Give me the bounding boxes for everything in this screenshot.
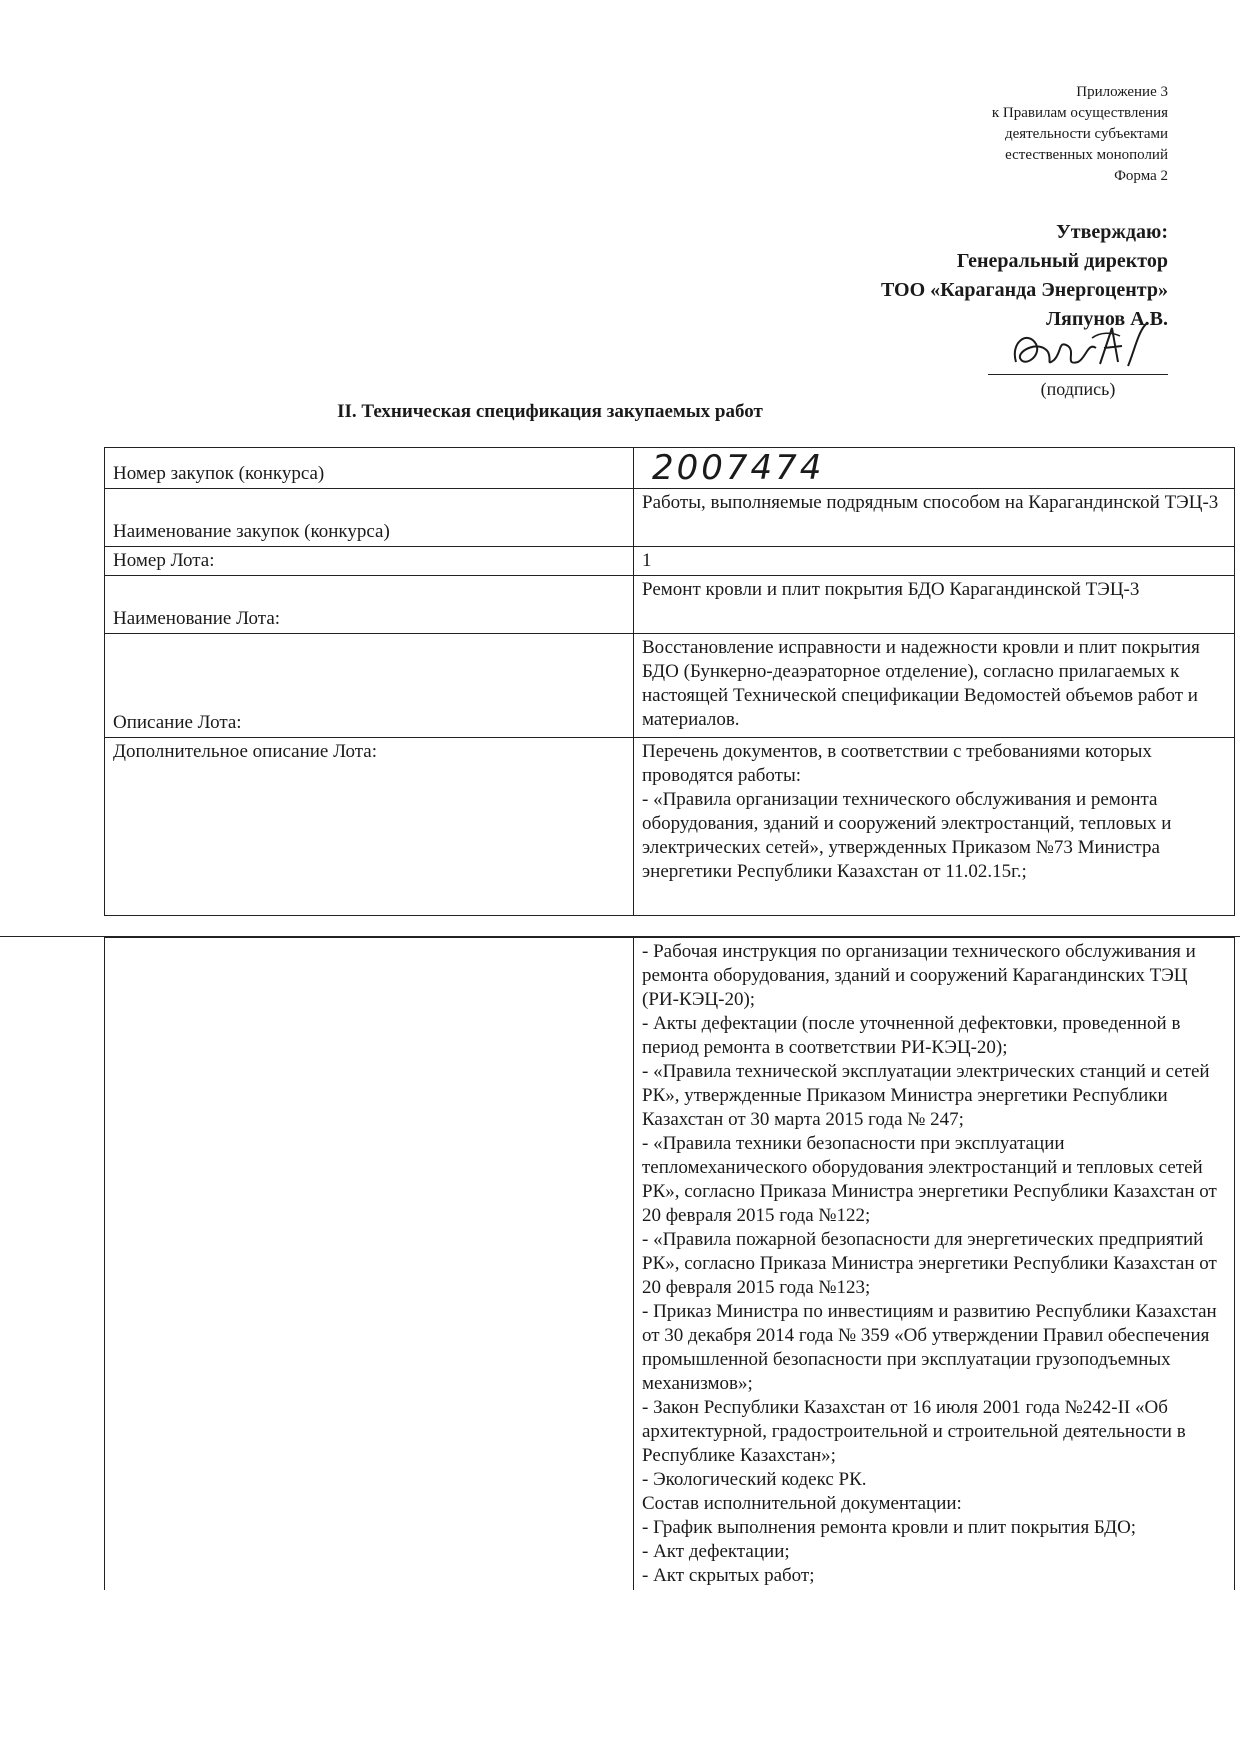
list-item: - «Правила пожарной безопасности для энергетических предприятий РК», согласно Приказа Министра энергетики Республики Казахстан от 20 февраля 2015 года №123; (642, 1229, 1217, 1298)
table-row (105, 448, 1235, 489)
approval-block (708, 218, 1168, 334)
list-item: - Экологический кодекс РК. (642, 1469, 867, 1490)
signature-line (988, 374, 1168, 375)
table-row (105, 634, 1235, 738)
row-value: Работы, выполняемые подрядным способом на Карагандинской ТЭЦ-3 (634, 489, 1235, 547)
approval-heading: Утверждаю: (1056, 221, 1168, 243)
list-heading: Состав исполнительной документации: (642, 1493, 962, 1514)
row-label: Номер Лота: (105, 547, 634, 576)
row-label: Наименование закупок (конкурса) (105, 489, 634, 547)
appendix-line: к Правилам осуществления (991, 105, 1168, 121)
list-item: - Акт скрытых работ; (642, 1565, 815, 1586)
row-label-empty (105, 938, 634, 1591)
list-item: - Закон Республики Казахстан от 16 июля 2001 года №242-II «Об архитектурной, градостроительной и строительной деятельности в Республике Казахстан»; (642, 1397, 1186, 1466)
section-title: II. Техническая спецификация закупаемых работ (337, 401, 763, 422)
table-row (105, 489, 1235, 547)
list-item: - Акт дефектации; (642, 1541, 790, 1562)
signature-area (988, 322, 1168, 398)
approver-position: Генеральный директор (956, 250, 1168, 272)
appendix-line: Приложение 3 (1076, 84, 1168, 100)
handwritten-number: 2007474 (652, 448, 825, 488)
specification-table (104, 447, 1235, 916)
row-value: Ремонт кровли и плит покрытия БДО Карагандинской ТЭЦ-3 (634, 576, 1235, 634)
table-row (105, 547, 1235, 576)
list-item: - Приказ Министра по инвестициям и развитию Республики Казахстан от 30 декабря 2014 года № 359 «Об утверждении Правил обеспечения промышленной безопасности при эксплуатации грузоподъемных механизмов»; (642, 1301, 1217, 1394)
table-row (105, 576, 1235, 634)
list-item: - «Правила техники безопасности при эксплуатации тепломеханического оборудования электростанций и тепловых сетей РК», согласно Приказа Министра энергетики Республики Казахстан от 20 февраля 2015 года №122; (642, 1133, 1217, 1226)
appendix-reference (748, 82, 1168, 187)
list-item: - График выполнения ремонта кровли и плит покрытия БДО; (642, 1517, 1137, 1538)
specification-table-continued (104, 937, 1235, 1590)
list-item: - «Правила организации технического обслуживания и ремонта оборудования, зданий и сооружений электростанций, тепловых и электрических сетей», утвержденных Приказом №73 Министра энергетики Республики Казахстан от 11.02.15г.; (642, 789, 1172, 882)
table-row (105, 938, 1235, 1591)
row-value (634, 738, 1235, 916)
row-label: Наименование Лота: (105, 576, 634, 634)
list-item: - Рабочая инструкция по организации технического обслуживания и ремонта оборудования, зданий и сооружений Карагандинских ТЭЦ (РИ-КЭЦ-20); (642, 941, 1196, 1010)
row-label: Описание Лота: (105, 634, 634, 738)
row-value: Восстановление исправности и надежности кровли и плит покрытия БДО (Бункерно-деаэраторное отделение), согласно прилагаемых к настоящей Технической спецификации Ведомостей объемов работ и материалов. (634, 634, 1235, 738)
appendix-line: естественных монополий (1005, 147, 1168, 163)
handwritten-signature (988, 322, 1168, 378)
signature-caption: (подпись) (1040, 379, 1116, 399)
appendix-line: Форма 2 (1114, 168, 1168, 184)
list-item: - «Правила технической эксплуатации электрических станций и сетей РК», утвержденные Приказом Министра энергетики Республики Казахстан от 30 марта 2015 года № 247; (642, 1061, 1210, 1130)
list-item: - Акты дефектации (после уточненной дефектовки, проведенной в период ремонта в соответствии РИ-КЭЦ-20); (642, 1013, 1181, 1058)
approver-company: ТОО «Караганда Энергоцентр» (880, 279, 1168, 301)
row-label: Дополнительное описание Лота: (105, 738, 634, 916)
procurement-number (634, 448, 1235, 489)
row-value: 1 (634, 547, 1235, 576)
list-item: Перечень документов, в соответствии с требованиями которых проводятся работы: (642, 741, 1152, 786)
table-row (105, 738, 1235, 916)
appendix-line: деятельности субъектами (1004, 126, 1168, 142)
row-label: Номер закупок (конкурса) (105, 448, 634, 489)
row-value (634, 938, 1235, 1591)
approver-name: Ляпунов А.В. (1046, 308, 1168, 330)
